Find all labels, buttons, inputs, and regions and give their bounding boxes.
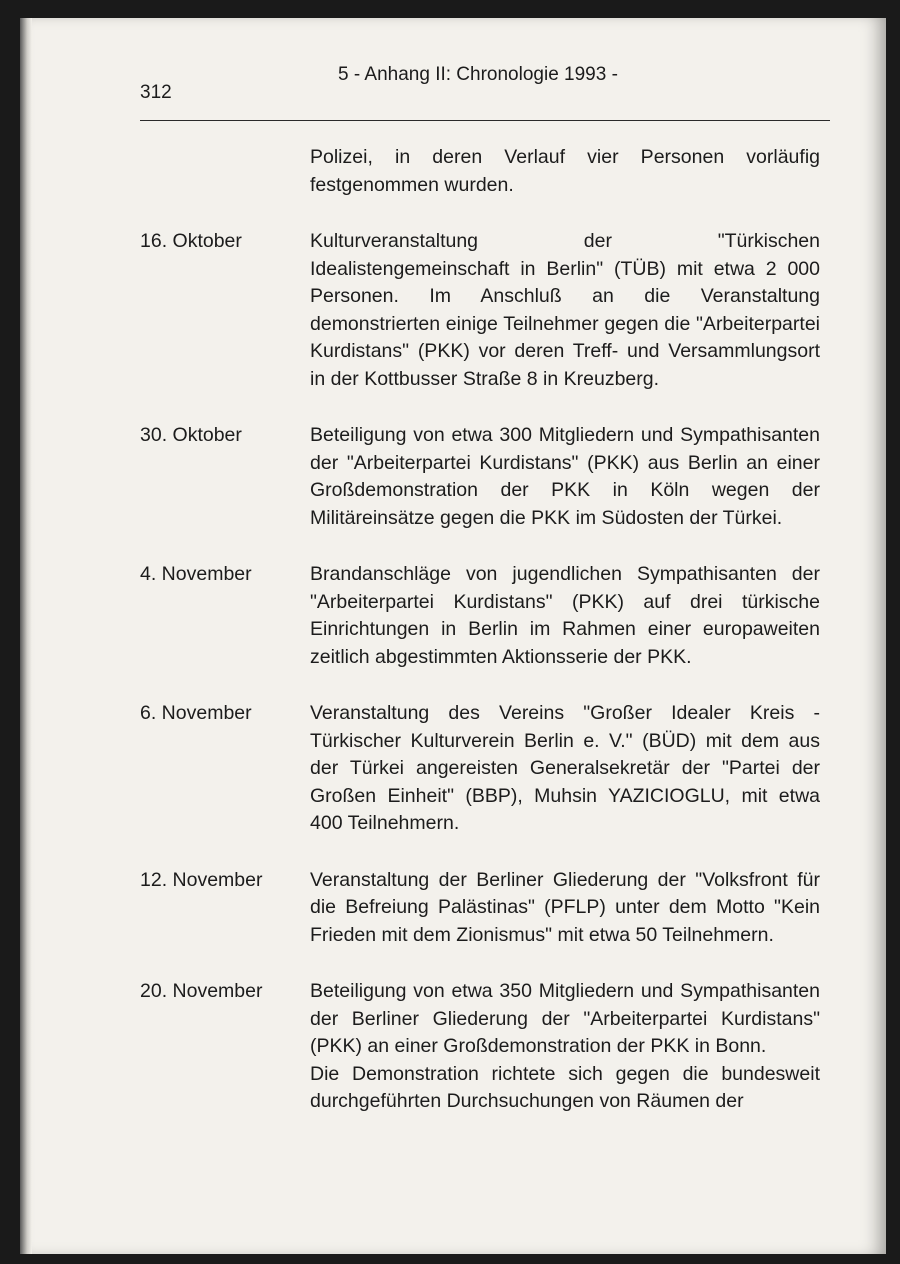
chronology-entry <box>140 228 830 393</box>
entry-paragraph: Die Demonstration richtete sich gegen die bundesweit durchgeführten Durchsuchungen von Räumen der <box>310 1062 820 1112</box>
entry-date: 16. Oktober <box>140 230 242 252</box>
entry-paragraph: Beteiligung von etwa 350 Mitgliedern und Sympathisanten der Berliner Gliederung der "Arbeiterpartei Kurdistans" (PKK) an einer Großdemonstration der PKK in Bonn. <box>310 980 820 1057</box>
entry-text <box>310 867 820 950</box>
entry-text <box>310 228 820 393</box>
chronology-entry <box>140 144 830 199</box>
entry-text <box>310 561 820 671</box>
entry-date: 6. November <box>140 702 252 724</box>
entry-text <box>310 700 820 838</box>
page-number: 312 <box>140 82 172 103</box>
chronology-entry <box>140 561 830 671</box>
entry-text <box>310 422 820 532</box>
header-rule <box>140 120 830 121</box>
entry-text <box>310 978 820 1116</box>
entry-date: 30. Oktober <box>140 424 242 446</box>
entry-paragraph: Kulturveranstaltung der "Türkischen Idealistengemeinschaft in Berlin" (TÜB) mit etwa 2 000 Personen. Im Anschluß an die Veranstaltung demonstrierten einige Teilnehmer gegen die "Arbeiterpartei Kurdistans" (PKK) vor deren Treff- und Versammlungsort in der Kottbusser Straße 8 in Kreuzberg. <box>310 230 820 390</box>
chronology-entry <box>140 867 830 950</box>
book-page <box>20 18 886 1254</box>
chronology-entry <box>140 978 830 1116</box>
entry-paragraph: Veranstaltung der Berliner Gliederung der "Volksfront für die Befreiung Palästinas" (PFLP) unter dem Motto "Kein Frieden mit dem Zionismus" mit etwa 50 Teilnehmern. <box>310 868 820 946</box>
entry-paragraph: Veranstaltung des Vereins "Großer Idealer Kreis - Türkischer Kulturverein Berlin e. V." (BÜD) mit dem aus der Türkei angereisten Generalsekretär der "Partei der Großen Einheit" (BBP), Muhsin YAZICIOGLU, mit etwa 400 Teilnehmern. <box>310 702 820 834</box>
page-binding-edge <box>20 18 32 1254</box>
running-head: 5 - Anhang II: Chronologie 1993 - <box>338 64 618 85</box>
entry-paragraph: Beteiligung von etwa 300 Mitgliedern und Sympathisanten der "Arbeiterpartei Kurdistans" (PKK) aus Berlin an einer Großdemonstration der PKK in Köln wegen der Militäreinsätze gegen die PKK im Südosten der Türkei. <box>310 424 820 529</box>
chronology-entry <box>140 700 830 838</box>
entry-paragraph: Polizei, in deren Verlauf vier Personen vorläufig festgenommen wurden. <box>310 146 820 196</box>
chronology-entries <box>140 144 830 1145</box>
chronology-entry <box>140 422 830 532</box>
entry-date: 4. November <box>140 563 252 585</box>
entry-date <box>140 144 310 199</box>
entry-date: 12. November <box>140 868 263 891</box>
entry-paragraph: Brandanschläge von jugendlichen Sympathisanten der "Arbeiterpartei Kurdistans" (PKK) auf drei türkische Einrichtungen in Berlin im Rahmen einer europaweiten zeitlich abgestimmten Aktionsserie der PKK. <box>310 563 820 668</box>
entry-text <box>310 144 820 199</box>
entry-date: 20. November <box>140 980 263 1002</box>
